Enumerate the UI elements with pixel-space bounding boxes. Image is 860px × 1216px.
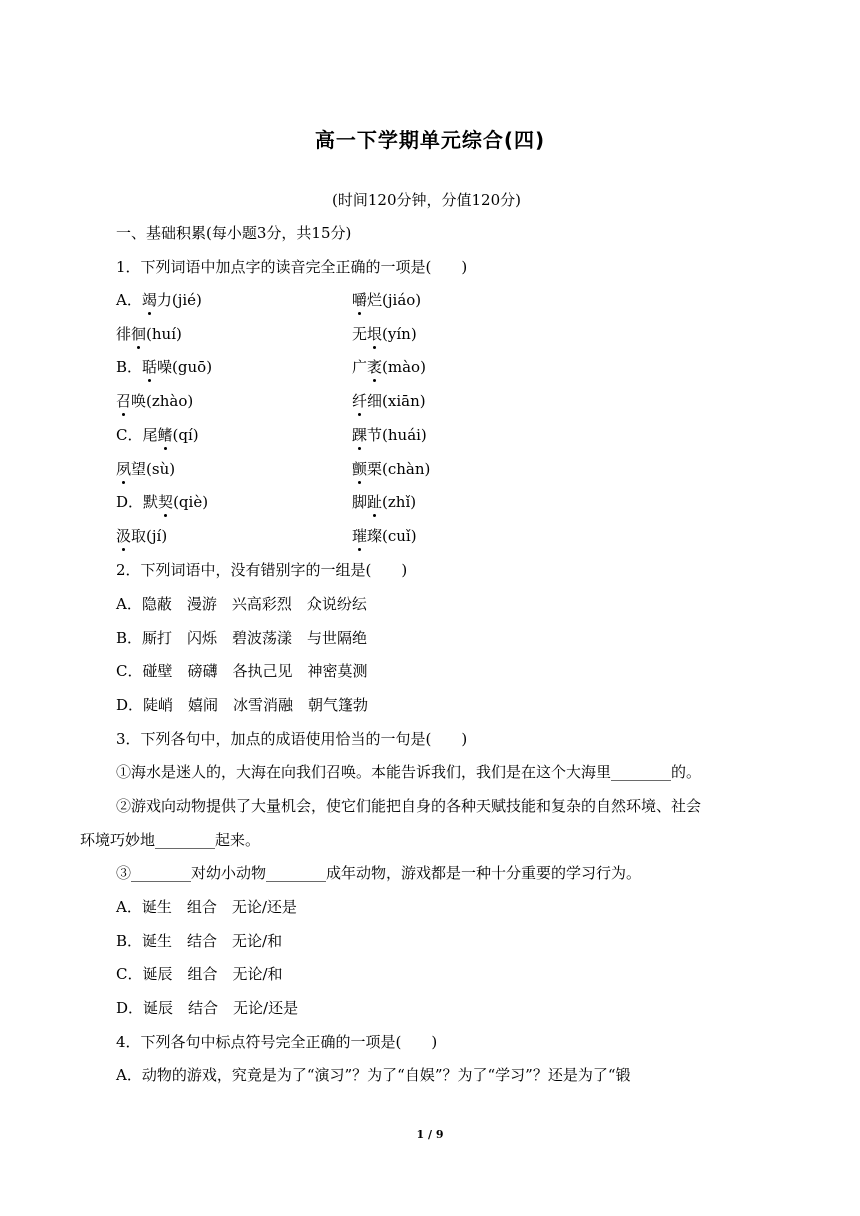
dotted-char: 徊 (131, 325, 147, 343)
q1-option-a-left: A．竭力(jié) (116, 291, 202, 309)
q1-option-b-right-2: 纤细(xiān) (352, 392, 426, 410)
q1-option-c-left: C．尾鳍(qí) (116, 426, 199, 444)
section-heading: 一、基础积累(每小题3分，共15分) (116, 224, 352, 242)
question-1-stem: 1．下列词语中加点字的读音完全正确的一项是( ) (116, 258, 468, 276)
dotted-char: 召 (116, 392, 132, 410)
page-number: 1 / 9 (416, 1128, 444, 1141)
q1-option-b-left-2: 召唤(zhào) (116, 392, 194, 410)
q1-option-b-right: 广袤(mào) (352, 358, 426, 376)
q1-option-c-left-2: 夙望(sù) (116, 460, 176, 478)
dotted-char: 竭 (141, 291, 157, 309)
dotted-char: 纤 (352, 392, 368, 410)
page-title: 高一下学期单元综合(四) (314, 128, 546, 152)
q1-option-d-left-2: 汲取(jí) (116, 527, 168, 545)
q2-option-d: D．陡峭 嬉闹 冰雪消融 朝气篷勃 (116, 696, 369, 714)
q1-option-d-right-2: 璀璨(cuǐ) (352, 527, 417, 545)
dotted-char: 嚼 (352, 291, 368, 309)
dotted-char: 袤 (367, 358, 383, 376)
question-4-stem: 4．下列各句中标点符号完全正确的一项是( ) (116, 1033, 438, 1051)
dotted-char: 契 (158, 493, 174, 511)
q1-option-a-right-2: 无垠(yín) (352, 325, 417, 343)
q2-option-b: B．厮打 闪烁 碧波荡漾 与世隔绝 (116, 629, 368, 647)
q3-option-d: D．诞辰 结合 无论/还是 (116, 999, 299, 1017)
q1-option-a-right: 嚼烂(jiáo) (352, 291, 422, 309)
q1-option-a-left-2: 徘徊(huí) (116, 325, 182, 343)
dotted-char: 汲 (116, 527, 132, 545)
q3-option-b: B．诞生 结合 无论/和 (116, 932, 283, 950)
dotted-char: 颤 (352, 460, 368, 478)
dotted-char: 垠 (367, 325, 383, 343)
dotted-char: 璀 (352, 527, 368, 545)
q4-option-a: A．动物的游戏，究竟是为了“演习”？为了“自娱”？为了“学习”？还是为了“锻 (116, 1066, 631, 1084)
q3-sentence-3: ③________对幼小动物________成年动物，游戏都是一种十分重要的学习行为。 (116, 864, 642, 882)
q1-option-c-right-2: 颤栗(chàn) (352, 460, 431, 478)
q2-option-c: C．碰壁 磅礴 各执己见 神密莫测 (116, 662, 368, 680)
q1-option-d-left: D．默契(qiè) (116, 493, 209, 511)
dotted-char: 趾 (367, 493, 383, 511)
question-2-stem: 2．下列词语中，没有错别字的一组是( ) (116, 561, 408, 579)
q1-option-b-left: B．聒噪(guō) (116, 358, 213, 376)
q3-sentence-2: ②游戏向动物提供了大量机会，使它们能把自身的各种天赋技能和复杂的自然环境、社会 (116, 797, 702, 815)
dotted-char: 鳍 (157, 426, 173, 444)
dotted-char: 聒 (142, 358, 158, 376)
dotted-char: 夙 (116, 460, 132, 478)
q3-sentence-2-cont: 环境巧妙地________起来。 (80, 831, 261, 849)
q2-option-a: A．隐蔽 漫游 兴高彩烈 众说纷纭 (116, 595, 367, 613)
dotted-char: 踝 (352, 426, 368, 444)
q1-option-d-right: 脚趾(zhǐ) (352, 493, 417, 511)
q3-option-c: C．诞辰 组合 无论/和 (116, 965, 283, 983)
q3-sentence-1: ①海水是迷人的，大海在向我们召唤。本能告诉我们，我们是在这个大海里________的。 (116, 763, 702, 781)
exam-meta: (时间120分钟，分值120分) (332, 191, 521, 209)
question-3-stem: 3．下列各句中，加点的成语使用恰当的一句是( ) (116, 730, 468, 748)
q1-option-c-right: 踝节(huái) (352, 426, 427, 444)
q3-option-a: A．诞生 组合 无论/还是 (116, 898, 297, 916)
